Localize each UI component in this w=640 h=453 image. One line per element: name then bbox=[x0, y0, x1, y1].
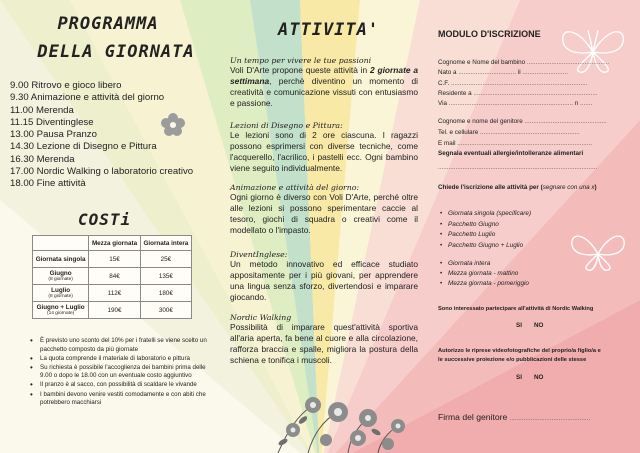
residence-field[interactable]: Residente a ....................................................................... bbox=[438, 90, 598, 97]
row-label: Giugno (8 giornate) bbox=[33, 268, 89, 285]
half-day-price: 84€ bbox=[89, 268, 141, 285]
note-item: • La quota comprende il materiale di laboratorio e pittura bbox=[30, 355, 210, 364]
section-subtitle: Nordic Walking bbox=[230, 313, 292, 322]
table-header-cell: Giornata intera bbox=[140, 236, 191, 251]
photo-consent-line2: le successive proiezione e/o pubblicazioni delle stesse bbox=[438, 357, 587, 363]
section-text: Ogni giorno è diverso con Voli D'Arte, perché oltre alle lezioni si possono sperimentare caccie al tesoro, giochi di squadra o creativi come il modellato o l'impasto. bbox=[230, 192, 418, 236]
note-item: • Su richiesta è possibile l'accoglienza dei bambini prima delle 9.00 o dopo le 18.00 con un eventuale costo aggiuntivo bbox=[30, 364, 210, 381]
option-full-day[interactable]: • Giornata intera bbox=[448, 260, 628, 267]
section-text: Le lezioni sono di 2 ore ciascuna. I ragazzi possono esprimersi con diverse tecniche, come l'acquerello, l'acrilico, i pastelli ecc. Ogni bambino viene seguito individualmente. bbox=[230, 130, 418, 174]
section-nordic-walking bbox=[230, 313, 418, 366]
program-title-line1: PROGRAMMA bbox=[57, 14, 159, 34]
email-field[interactable]: E mail ............................................................................. bbox=[438, 140, 592, 147]
activities-choice-label: Chiede l'iscrizione alle attività per (segnare con una x) bbox=[438, 184, 597, 191]
registration-form bbox=[418, 0, 640, 453]
intro-block bbox=[230, 56, 418, 109]
photo-no-option[interactable]: NO bbox=[534, 374, 544, 381]
middle-column bbox=[218, 0, 418, 453]
schedule-item: 17.00 Nordic Walking o laboratorio creativo bbox=[10, 166, 194, 178]
section-diventinglese bbox=[230, 250, 418, 303]
table-header-cell: Mezza giornata bbox=[89, 236, 141, 251]
schedule-item: 11.00 Merenda bbox=[10, 104, 74, 116]
option-half-day-morning[interactable]: • Mezza giornata - mattino bbox=[448, 270, 628, 277]
allergies-label: Segnala eventuali allergie/intolleranze alimentari bbox=[438, 150, 584, 157]
option-single-day[interactable]: • Giornata singola (specificare) bbox=[448, 210, 628, 217]
table-header-cell bbox=[33, 236, 89, 251]
full-day-price: 180€ bbox=[140, 285, 191, 302]
option-june-package[interactable]: • Pacchetto Giugno bbox=[448, 221, 628, 228]
table-row bbox=[33, 251, 192, 268]
flower-decoration-icon bbox=[160, 112, 186, 138]
row-label: Giornata singola bbox=[33, 251, 89, 268]
photo-consent-line1: Autorizzo le riprese videofotografiche del proprio/a figlio/a e bbox=[438, 348, 601, 354]
section-drawing-painting bbox=[230, 121, 418, 174]
allergies-field[interactable]: ........................................................................................... bbox=[438, 164, 598, 171]
schedule-item: 9.30 Animazione e attività del giorno bbox=[10, 92, 165, 104]
activities-title: ATTIVITA' bbox=[278, 20, 380, 40]
half-day-price: 15€ bbox=[89, 251, 141, 268]
schedule-item: 11.15 Diventinglese bbox=[10, 116, 94, 128]
full-day-price: 25€ bbox=[140, 251, 191, 268]
half-day-price: 190€ bbox=[89, 302, 141, 319]
row-label: Giugno + Luglio (14 giornate) bbox=[33, 302, 89, 319]
nordic-no-option[interactable]: NO bbox=[534, 322, 544, 329]
prices-table bbox=[32, 235, 192, 319]
half-day-price: 112€ bbox=[89, 285, 141, 302]
butterfly-icon bbox=[558, 22, 628, 74]
option-july-package[interactable]: • Pacchetto Luglio bbox=[448, 231, 628, 238]
signature-field[interactable]: Firma del genitore .............................................. bbox=[438, 412, 591, 422]
row-label: Luglio (8 giornate) bbox=[33, 285, 89, 302]
table-header-row bbox=[33, 236, 192, 251]
table-row bbox=[33, 302, 192, 319]
section-text: Un metodo innovativo ed efficace studiato appositamente per i più giovani, per apprendere una lingua senza sforzo, divertendosi e imparare giocando. bbox=[230, 259, 418, 303]
flower-cluster-icon bbox=[238, 360, 428, 453]
note-item: • È previsto uno sconto del 10% per i fratelli se viene scelto un pacchetto composto da più giornate bbox=[30, 337, 210, 354]
note-item: • Il pranzo è al sacco, con possibilità di scaldare le vivande bbox=[30, 381, 210, 390]
schedule-item: 13.00 Pausa Pranzo bbox=[10, 129, 97, 141]
note-item: • I bambini devono venire vestiti comodamente e con abiti che potrebbero macchiarsi bbox=[30, 391, 210, 408]
form-title: MODULO D'ISCRIZIONE bbox=[438, 29, 541, 39]
nordic-question: Sono interessato partecipare all'attività di Nordic Walking bbox=[438, 306, 594, 312]
section-subtitle: Animazione e attività del giorno: bbox=[230, 183, 360, 192]
intro-subtitle: Un tempo per vivere le tue passioni bbox=[230, 56, 372, 65]
parent-name-field[interactable]: Cognome e nome del genitore ............................................... bbox=[438, 118, 607, 125]
option-half-day-afternoon[interactable]: • Mezza giornata - pomeriggio bbox=[448, 280, 628, 287]
full-day-price: 300€ bbox=[140, 302, 191, 319]
program-title-line2: DELLA GIORNATA bbox=[37, 42, 195, 62]
phone-field[interactable]: Tel. e cellulare ......................................................... bbox=[438, 129, 580, 136]
table-row bbox=[33, 285, 192, 302]
intro-text: Voli D'Arte propone queste attività in 2 giornate a settimana, perchè diventino un momento di creatività e comunicazione vissuti con entusiasmo e passione. bbox=[230, 65, 418, 109]
birth-place-field[interactable]: Nato a ................................. il .......................... bbox=[438, 69, 568, 76]
table-row bbox=[33, 268, 192, 285]
section-text: Possibilità di imparare quest'attività sportiva all'aria aperta, fa bene al cuore e alla circolazione, rafforza braccia e spalle, migliora la postura della schiena e tonifica i muscoli. bbox=[230, 322, 418, 366]
costs-title: COSTi bbox=[78, 210, 132, 229]
photo-yes-option[interactable]: SI bbox=[516, 374, 522, 381]
schedule-item: 16.30 Merenda bbox=[10, 153, 75, 165]
option-june-july-package[interactable]: • Pacchetto Giugno + Luglio bbox=[448, 242, 628, 249]
section-subtitle: DiventInglese: bbox=[230, 250, 288, 259]
schedule-item: 14.30 Lezione di Disegno e Pittura bbox=[10, 141, 157, 153]
notes-list bbox=[30, 337, 210, 408]
nordic-yes-option[interactable]: SI bbox=[516, 322, 522, 329]
schedule-item: 9.00 Ritrovo e gioco libero bbox=[10, 80, 122, 91]
section-animation bbox=[230, 183, 418, 236]
tax-code-field[interactable]: C.F. .............................................................................. bbox=[438, 80, 588, 87]
left-column bbox=[0, 0, 218, 453]
full-day-price: 135€ bbox=[140, 268, 191, 285]
section-subtitle: Lezioni di Disegno e Pittura: bbox=[230, 121, 343, 130]
child-name-field[interactable]: Cognome e Nome del bambino ............................................... bbox=[438, 59, 610, 66]
schedule-item: 18.00 Fine attività bbox=[10, 178, 86, 190]
address-field[interactable]: Via ....................................................................... n ....... bbox=[438, 100, 593, 107]
